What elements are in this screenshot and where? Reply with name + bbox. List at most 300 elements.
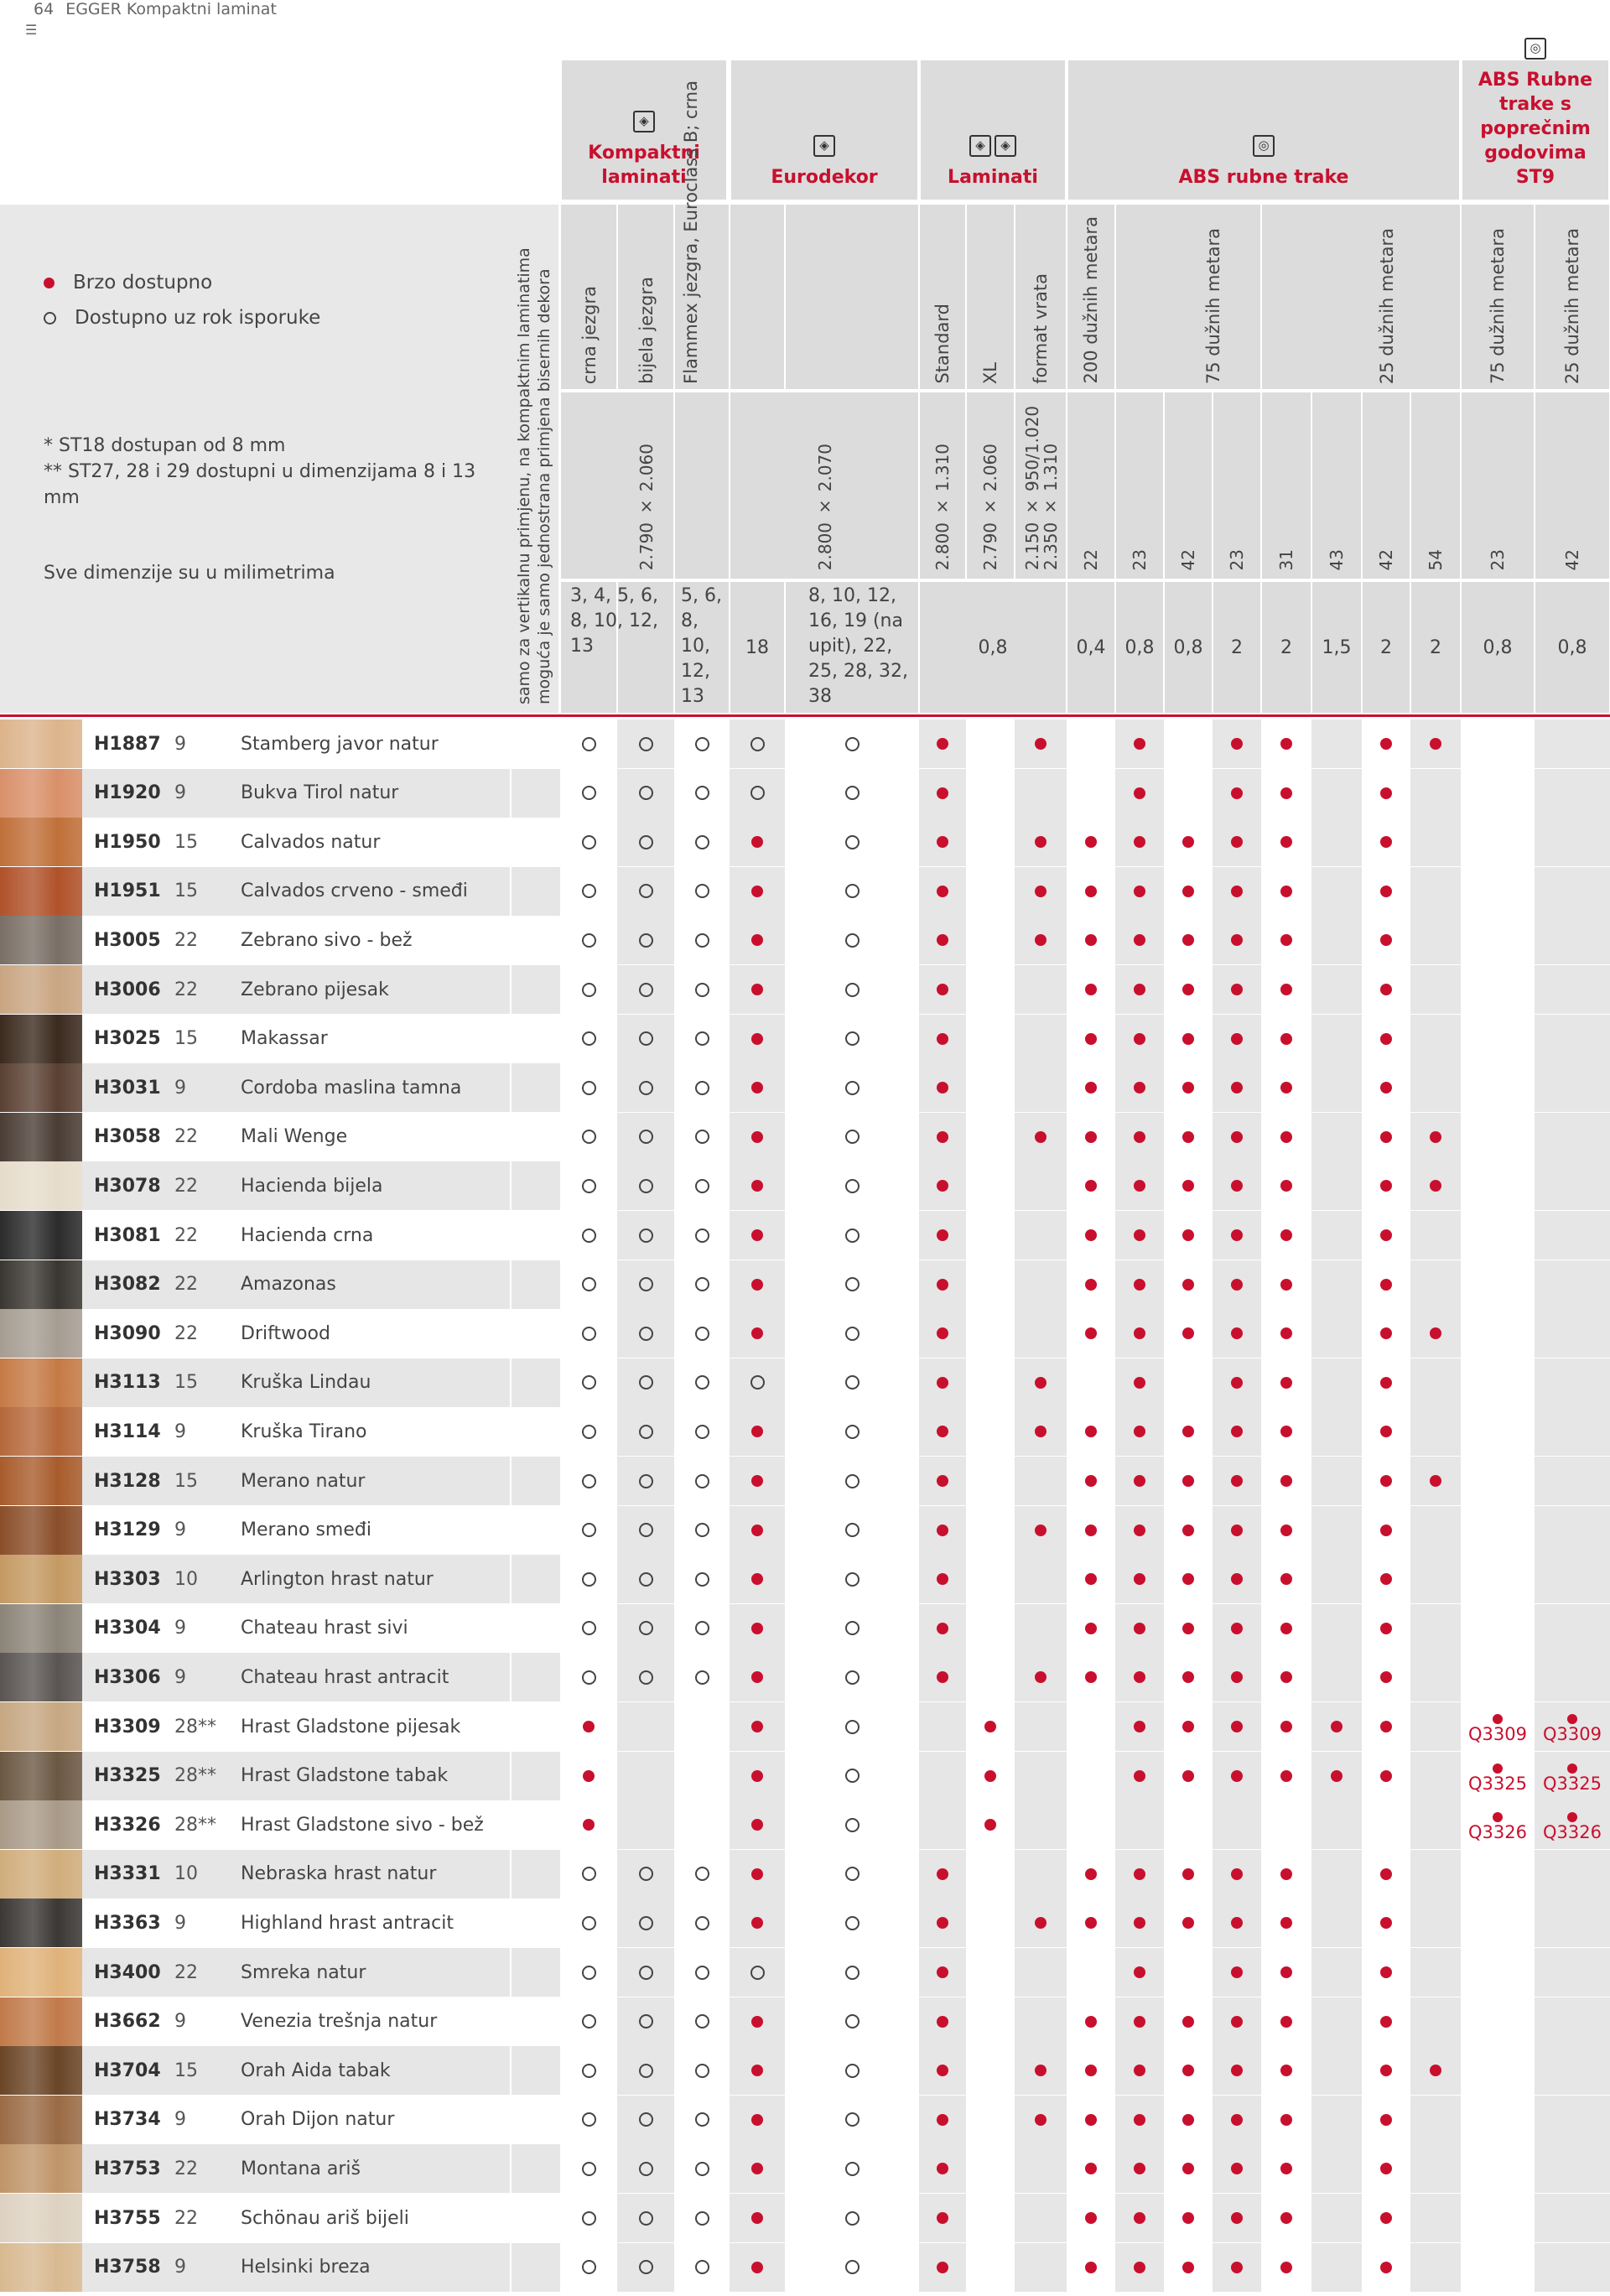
availability-cell: [1213, 1309, 1261, 1358]
decor-swatch: [0, 867, 82, 916]
decor-thickness: 15: [174, 1028, 198, 1050]
decor-name: Bukva Tirol natur: [241, 782, 399, 804]
red-dot-icon: [1567, 1812, 1577, 1822]
red-dot-icon: [1134, 984, 1145, 995]
availability-cell: [1213, 2243, 1261, 2292]
red-dot-icon: [1134, 2016, 1145, 2028]
decor-swatch: [0, 2144, 82, 2193]
red-dot-icon: [1380, 2163, 1392, 2174]
availability-cell: [1015, 1899, 1067, 1947]
availability-cell: [560, 867, 617, 916]
legend: [44, 265, 320, 335]
label-25: [1262, 205, 1460, 389]
col-band: [1535, 916, 1610, 964]
st9-code: [1543, 1714, 1602, 1744]
col-band: [1535, 1899, 1610, 1947]
availability-cell: [674, 1407, 730, 1456]
laminate-icon: [969, 135, 1016, 157]
availability-cell: [1362, 769, 1410, 818]
dim-standard: 2.800 × 1.310: [932, 444, 953, 571]
red-dot-icon: [1085, 1131, 1097, 1143]
col-band: [1535, 1506, 1610, 1555]
red-dot-icon: [1182, 1082, 1194, 1093]
availability-cell: [560, 1506, 617, 1555]
availability-cell: [730, 1506, 785, 1555]
decor-thickness: 9: [174, 2109, 186, 2131]
red-dot-icon: [1085, 2262, 1097, 2273]
availability-cell: [1115, 916, 1164, 964]
red-dot-icon: [1380, 984, 1392, 995]
availability-cell: [1067, 1555, 1115, 1603]
decor-name: Orah Aida tabak: [241, 2060, 391, 2081]
availability-cell: [1261, 1899, 1311, 1947]
red-dot-icon: [1493, 1714, 1503, 1724]
ring-icon: [639, 1523, 653, 1537]
decor-code: H3090: [94, 1322, 161, 1344]
availability-cell: [617, 1407, 674, 1456]
red-dot-icon: [751, 2065, 763, 2076]
availability-cell: [1115, 2144, 1164, 2193]
decor-name: Cordoba maslina tamna: [241, 1077, 462, 1099]
availability-cell: [560, 1752, 617, 1800]
thick-kompakt: 3, 4, 5, 6, 8, 10, 12, 13: [570, 585, 658, 657]
red-dot-icon: [1231, 2065, 1243, 2076]
availability-cell: [919, 2194, 966, 2242]
col-band: [1311, 1457, 1362, 1505]
red-dot-icon: [1280, 836, 1292, 848]
st9-edge-cell: [1535, 1702, 1610, 1751]
dim-xl: 2.790 × 2.060: [980, 444, 1000, 571]
ring-icon: [639, 1425, 653, 1439]
ring-icon: [639, 1670, 653, 1685]
legend-delivery: [44, 300, 320, 335]
availability-cell: [730, 1899, 785, 1947]
col-band: [1311, 916, 1362, 964]
availability-cell: [617, 1161, 674, 1210]
availability-cell: [1115, 1063, 1164, 1112]
availability-cell: [919, 1555, 966, 1603]
red-dot-icon: [1035, 1525, 1046, 1536]
availability-cell: [560, 1948, 617, 1997]
ring-icon: [845, 1327, 860, 1341]
red-dot-icon: [1231, 1868, 1243, 1880]
availability-cell: [1410, 1457, 1461, 1505]
red-dot-icon: [1231, 1082, 1243, 1093]
red-dot-icon: [1134, 2114, 1145, 2126]
ring-icon: [582, 1277, 596, 1291]
decor-swatch: [0, 2096, 82, 2144]
ring-icon: [845, 1523, 860, 1537]
red-dot-icon: [1182, 1525, 1194, 1536]
red-dot-icon: [751, 2016, 763, 2028]
ring-icon: [639, 2064, 653, 2078]
table-row: [0, 965, 1610, 1014]
hamburger-icon[interactable]: ☰: [25, 22, 38, 38]
availability-cell: [785, 1555, 919, 1603]
red-dot-icon: [937, 738, 948, 750]
group-header-4: [1068, 60, 1459, 200]
availability-cell: [1115, 1997, 1164, 2046]
red-dot-icon: [751, 1525, 763, 1536]
red-dot-icon: [937, 1131, 948, 1143]
availability-cell: [1115, 769, 1164, 818]
col-band: [1535, 2194, 1610, 2242]
red-dot-icon: [937, 1475, 948, 1487]
availability-cell: [1261, 1358, 1311, 1407]
note-n2: ** ST27, 28 i 29 dostupni u dimenzijama 8 i 13: [44, 461, 476, 482]
red-dot-icon: [1280, 886, 1292, 897]
ring-icon: [845, 1229, 860, 1243]
red-dot-icon: [1085, 1623, 1097, 1634]
red-dot-icon: [1280, 1868, 1292, 1880]
availability-cell: [1164, 1309, 1213, 1358]
col-band: [1015, 2243, 1067, 2292]
availability-cell: [674, 1506, 730, 1555]
availability-cell: [785, 1309, 919, 1358]
dim-kompakt: 2.790 × 2.060: [636, 444, 657, 571]
abs-edge-st9-icon: [1524, 38, 1546, 60]
availability-cell: [1067, 1997, 1115, 2046]
availability-cell: [1261, 867, 1311, 916]
red-dot-icon: [1280, 738, 1292, 750]
red-dot-icon: [1380, 1573, 1392, 1585]
col-band: [1535, 1997, 1610, 2046]
col-band: [1410, 1899, 1461, 1947]
red-dot-icon: [751, 1819, 763, 1831]
availability-cell: [1067, 1653, 1115, 1701]
decor-thickness: 10: [174, 1568, 198, 1590]
st9-code: [1543, 1812, 1602, 1842]
ring-icon: [582, 2064, 596, 2078]
ring-icon: [639, 2260, 653, 2274]
st9-edge-cell: [1535, 1752, 1610, 1800]
st9-code-label: Q3326: [1543, 1822, 1602, 1843]
ring-icon: [582, 2162, 596, 2176]
red-dot-icon: [751, 2212, 763, 2224]
availability-cell: [1213, 1850, 1261, 1899]
availability-cell: [730, 2144, 785, 2193]
availability-cell: [617, 1457, 674, 1505]
ring-icon: [695, 2211, 709, 2226]
red-dot-icon: [1134, 1671, 1145, 1683]
red-dot-icon: [1085, 1475, 1097, 1487]
availability-cell: [730, 1457, 785, 1505]
red-dot-icon: [1380, 1279, 1392, 1291]
availability-cell: [919, 1407, 966, 1456]
col-label-cell: [967, 205, 1014, 389]
availability-cell: [1261, 1113, 1311, 1161]
availability-cell: [674, 1604, 730, 1653]
ring-icon: [695, 1327, 709, 1341]
ring-icon: [582, 1621, 596, 1635]
decor-thickness: 15: [174, 831, 198, 853]
availability-cell: [1164, 1063, 1213, 1112]
red-dot-icon: [937, 934, 948, 946]
col-band: [1410, 2243, 1461, 2292]
col-band: [1015, 1997, 1067, 2046]
table-row: [0, 1752, 1610, 1800]
row-band-note: [512, 2046, 560, 2095]
availability-cell: [730, 1850, 785, 1899]
availability-cell: [1164, 1752, 1213, 1800]
availability-cell: [560, 1899, 617, 1947]
decor-code: H3704: [94, 2060, 161, 2081]
red-dot-icon: [1380, 1868, 1392, 1880]
availability-cell: [674, 1015, 730, 1063]
decor-swatch: [0, 1653, 82, 1701]
red-dot-icon: [751, 1426, 763, 1437]
availability-cell: [1410, 1113, 1461, 1161]
availability-cell: [1261, 1260, 1311, 1309]
red-dot-icon: [937, 1525, 948, 1536]
red-dot-icon: [1134, 1917, 1145, 1929]
availability-cell: [1213, 2144, 1261, 2193]
ring-icon: [845, 2014, 860, 2028]
red-dot-icon: [1231, 836, 1243, 848]
ring-icon: [695, 2112, 709, 2127]
ring-icon: [639, 1081, 653, 1095]
table-row: [0, 1555, 1610, 1603]
col-band: [1535, 2096, 1610, 2144]
decor-swatch: [0, 818, 82, 866]
col-band: [1311, 1358, 1362, 1407]
col-band: [1311, 719, 1362, 768]
red-dot-icon: [751, 1279, 763, 1291]
red-dot-icon: [1182, 1229, 1194, 1241]
decor-thickness: 28**: [174, 1765, 216, 1787]
availability-cell: [1015, 1653, 1067, 1701]
ring-icon: [639, 737, 653, 751]
ring-icon: [695, 1966, 709, 1980]
red-dot-icon: [1430, 1131, 1441, 1143]
dim-format-vrata: 2.150 × 950/1.020 2.350 × 1.310: [1022, 405, 1061, 570]
red-dot-icon: [751, 1721, 763, 1732]
red-dot-icon: [1231, 1770, 1243, 1782]
row-band-note: [512, 1358, 560, 1407]
availability-cell: [560, 1309, 617, 1358]
availability-cell: [1261, 1555, 1311, 1603]
col-band: [1535, 769, 1610, 818]
red-dot-icon: [1380, 1180, 1392, 1192]
col-band: [1015, 1015, 1067, 1063]
availability-cell: [674, 1555, 730, 1603]
availability-cell: [1213, 1015, 1261, 1063]
red-dot-icon: [1035, 1917, 1046, 1929]
compact-laminate-icon: [633, 111, 655, 132]
availability-cell: [1213, 1506, 1261, 1555]
availability-cell: [1362, 2046, 1410, 2095]
ring-icon: [845, 1818, 860, 1832]
ring-icon: [639, 2211, 653, 2226]
red-dot-icon: [1231, 1917, 1243, 1929]
availability-cell: [560, 1358, 617, 1407]
red-dot-icon: [1035, 1426, 1046, 1437]
decor-thickness: 9: [174, 2257, 186, 2278]
red-dot-icon: [1280, 1966, 1292, 1978]
red-dot-icon: [1231, 1229, 1243, 1241]
availability-cell: [919, 769, 966, 818]
availability-cell: [730, 2194, 785, 2242]
col-band: [1115, 1800, 1164, 1849]
availability-cell: [1410, 1161, 1461, 1210]
decor-thickness: 22: [174, 1961, 198, 1983]
col-label-crna-jezgra: crna jezgra: [579, 286, 600, 385]
table-row: [0, 1997, 1610, 2046]
availability-cell: [1115, 867, 1164, 916]
col-band: [1535, 1015, 1610, 1063]
availability-cell: [617, 1899, 674, 1947]
col-band: [1410, 1604, 1461, 1653]
red-dot-icon: [1231, 2016, 1243, 2028]
col-band: [1311, 1309, 1362, 1358]
abs-edge-icon: [1253, 135, 1275, 157]
ring-icon: [695, 933, 709, 948]
red-dot-icon: [1380, 2065, 1392, 2076]
decor-name: Mali Wenge: [241, 1126, 348, 1148]
availability-cell: [674, 1161, 730, 1210]
col-band: [617, 1752, 674, 1800]
availability-cell: [1015, 2096, 1067, 2144]
decor-name: Hrast Gladstone tabak: [241, 1765, 449, 1787]
col-label-xl: XL: [980, 362, 1000, 385]
ring-icon: [695, 1179, 709, 1193]
red-dot-icon: [937, 2016, 948, 2028]
ring-icon: [639, 1474, 653, 1488]
red-dot-icon: [1567, 1714, 1577, 1724]
availability-cell: [674, 1309, 730, 1358]
ring-icon: [582, 884, 596, 898]
red-dot-icon: [751, 1327, 763, 1339]
ring-icon: [845, 1720, 860, 1734]
decor-swatch: [0, 1850, 82, 1899]
col-label-bijela-jezgra: bijela jezgra: [636, 277, 657, 384]
availability-cell: [1067, 1211, 1115, 1260]
availability-cell: [560, 719, 617, 768]
decor-name: Highland hrast antracit: [241, 1912, 454, 1934]
availability-cell: [730, 1752, 785, 1800]
availability-cell: [730, 2046, 785, 2095]
col-band: [1311, 1850, 1362, 1899]
red-dot-icon: [937, 1868, 948, 1880]
st9-code: [1468, 1764, 1527, 1794]
red-dot-icon: [1493, 1812, 1503, 1822]
red-dot-icon: [1134, 1131, 1145, 1143]
red-dot-icon: [1380, 1966, 1392, 1978]
ring-icon: [750, 1966, 765, 1980]
ring-icon: [695, 2014, 709, 2028]
availability-cell: [1362, 1211, 1410, 1260]
availability-cell: [1164, 1506, 1213, 1555]
red-dot-icon: [1182, 2114, 1194, 2126]
row-band-note: [512, 1948, 560, 1997]
availability-cell: [1213, 1260, 1261, 1309]
col-label-25m-st9: 25 dužnih metara: [1562, 228, 1582, 385]
decor-name: Calvados natur: [241, 831, 381, 853]
red-dot-icon: [937, 1573, 948, 1585]
ring-icon: [639, 835, 653, 849]
red-dot-icon: [1280, 1573, 1292, 1585]
red-dot-icon: [1134, 1475, 1145, 1487]
decor-thickness: 15: [174, 1470, 198, 1492]
col-band: [1015, 1702, 1067, 1751]
red-dot-icon: [1085, 2212, 1097, 2224]
red-dot-icon: [1182, 1770, 1194, 1782]
availability-cell: [1115, 1702, 1164, 1751]
availability-cell: [919, 867, 966, 916]
col-band: [1311, 1800, 1362, 1849]
availability-cell: [560, 2046, 617, 2095]
ring-icon: [845, 933, 860, 948]
ring-icon: [845, 1425, 860, 1439]
red-dot-icon: [1280, 2163, 1292, 2174]
ring-icon: [845, 1769, 860, 1783]
availability-cell: [674, 1997, 730, 2046]
availability-cell: [1213, 1653, 1261, 1701]
decor-name: Hrast Gladstone sivo - bež: [241, 1814, 484, 1836]
availability-cell: [1261, 1702, 1311, 1751]
availability-cell: [1067, 1309, 1115, 1358]
red-dot-icon: [1231, 1327, 1243, 1339]
red-dot-icon: [1134, 1721, 1145, 1732]
availability-cell: [617, 2144, 674, 2193]
ring-icon: [582, 2211, 596, 2226]
availability-cell: [1164, 867, 1213, 916]
red-dot-icon: [583, 1819, 595, 1831]
decor-swatch: [0, 1604, 82, 1653]
col-band: [1535, 1407, 1610, 1456]
decor-name: Schönau ariš bijeli: [241, 2207, 409, 2229]
red-dot-icon: [1182, 1475, 1194, 1487]
availability-cell: [1362, 2096, 1410, 2144]
availability-cell: [1015, 818, 1067, 866]
col-band: [1535, 1604, 1610, 1653]
dim-edge-13: 43: [1327, 549, 1347, 571]
decor-name: Merano natur: [241, 1470, 366, 1492]
red-dot-icon: [44, 278, 55, 288]
decor-swatch: [0, 916, 82, 964]
availability-cell: [1015, 2046, 1067, 2095]
col-band: [1015, 1555, 1067, 1603]
table-row: [0, 2194, 1610, 2242]
red-dot-icon: [1280, 1279, 1292, 1291]
ring-icon: [750, 786, 765, 800]
availability-cell: [919, 1015, 966, 1063]
ring-icon: [639, 1130, 653, 1144]
availability-cell: [1362, 1948, 1410, 1997]
red-dot-icon: [1380, 1229, 1392, 1241]
row-band-note: [512, 965, 560, 1014]
availability-cell: [674, 1358, 730, 1407]
col-band: [1311, 1555, 1362, 1603]
decor-thickness: 15: [174, 880, 198, 902]
red-dot-icon: [751, 2114, 763, 2126]
availability-cell: [674, 1653, 730, 1701]
red-dot-icon: [1380, 1475, 1392, 1487]
availability-cell: [1115, 1309, 1164, 1358]
availability-cell: [560, 818, 617, 866]
decor-name: Hacienda crna: [241, 1224, 374, 1246]
red-dot-icon: [1380, 2016, 1392, 2028]
ring-icon: [750, 1375, 765, 1390]
col-band: [1410, 1850, 1461, 1899]
availability-cell: [1015, 719, 1067, 768]
availability-cell: [1362, 1113, 1410, 1161]
red-dot-icon: [984, 1819, 996, 1831]
table-row: [0, 1457, 1610, 1505]
availability-cell: [1067, 2046, 1115, 2095]
availability-cell: [1261, 2194, 1311, 2242]
decor-code: H3025: [94, 1028, 161, 1050]
